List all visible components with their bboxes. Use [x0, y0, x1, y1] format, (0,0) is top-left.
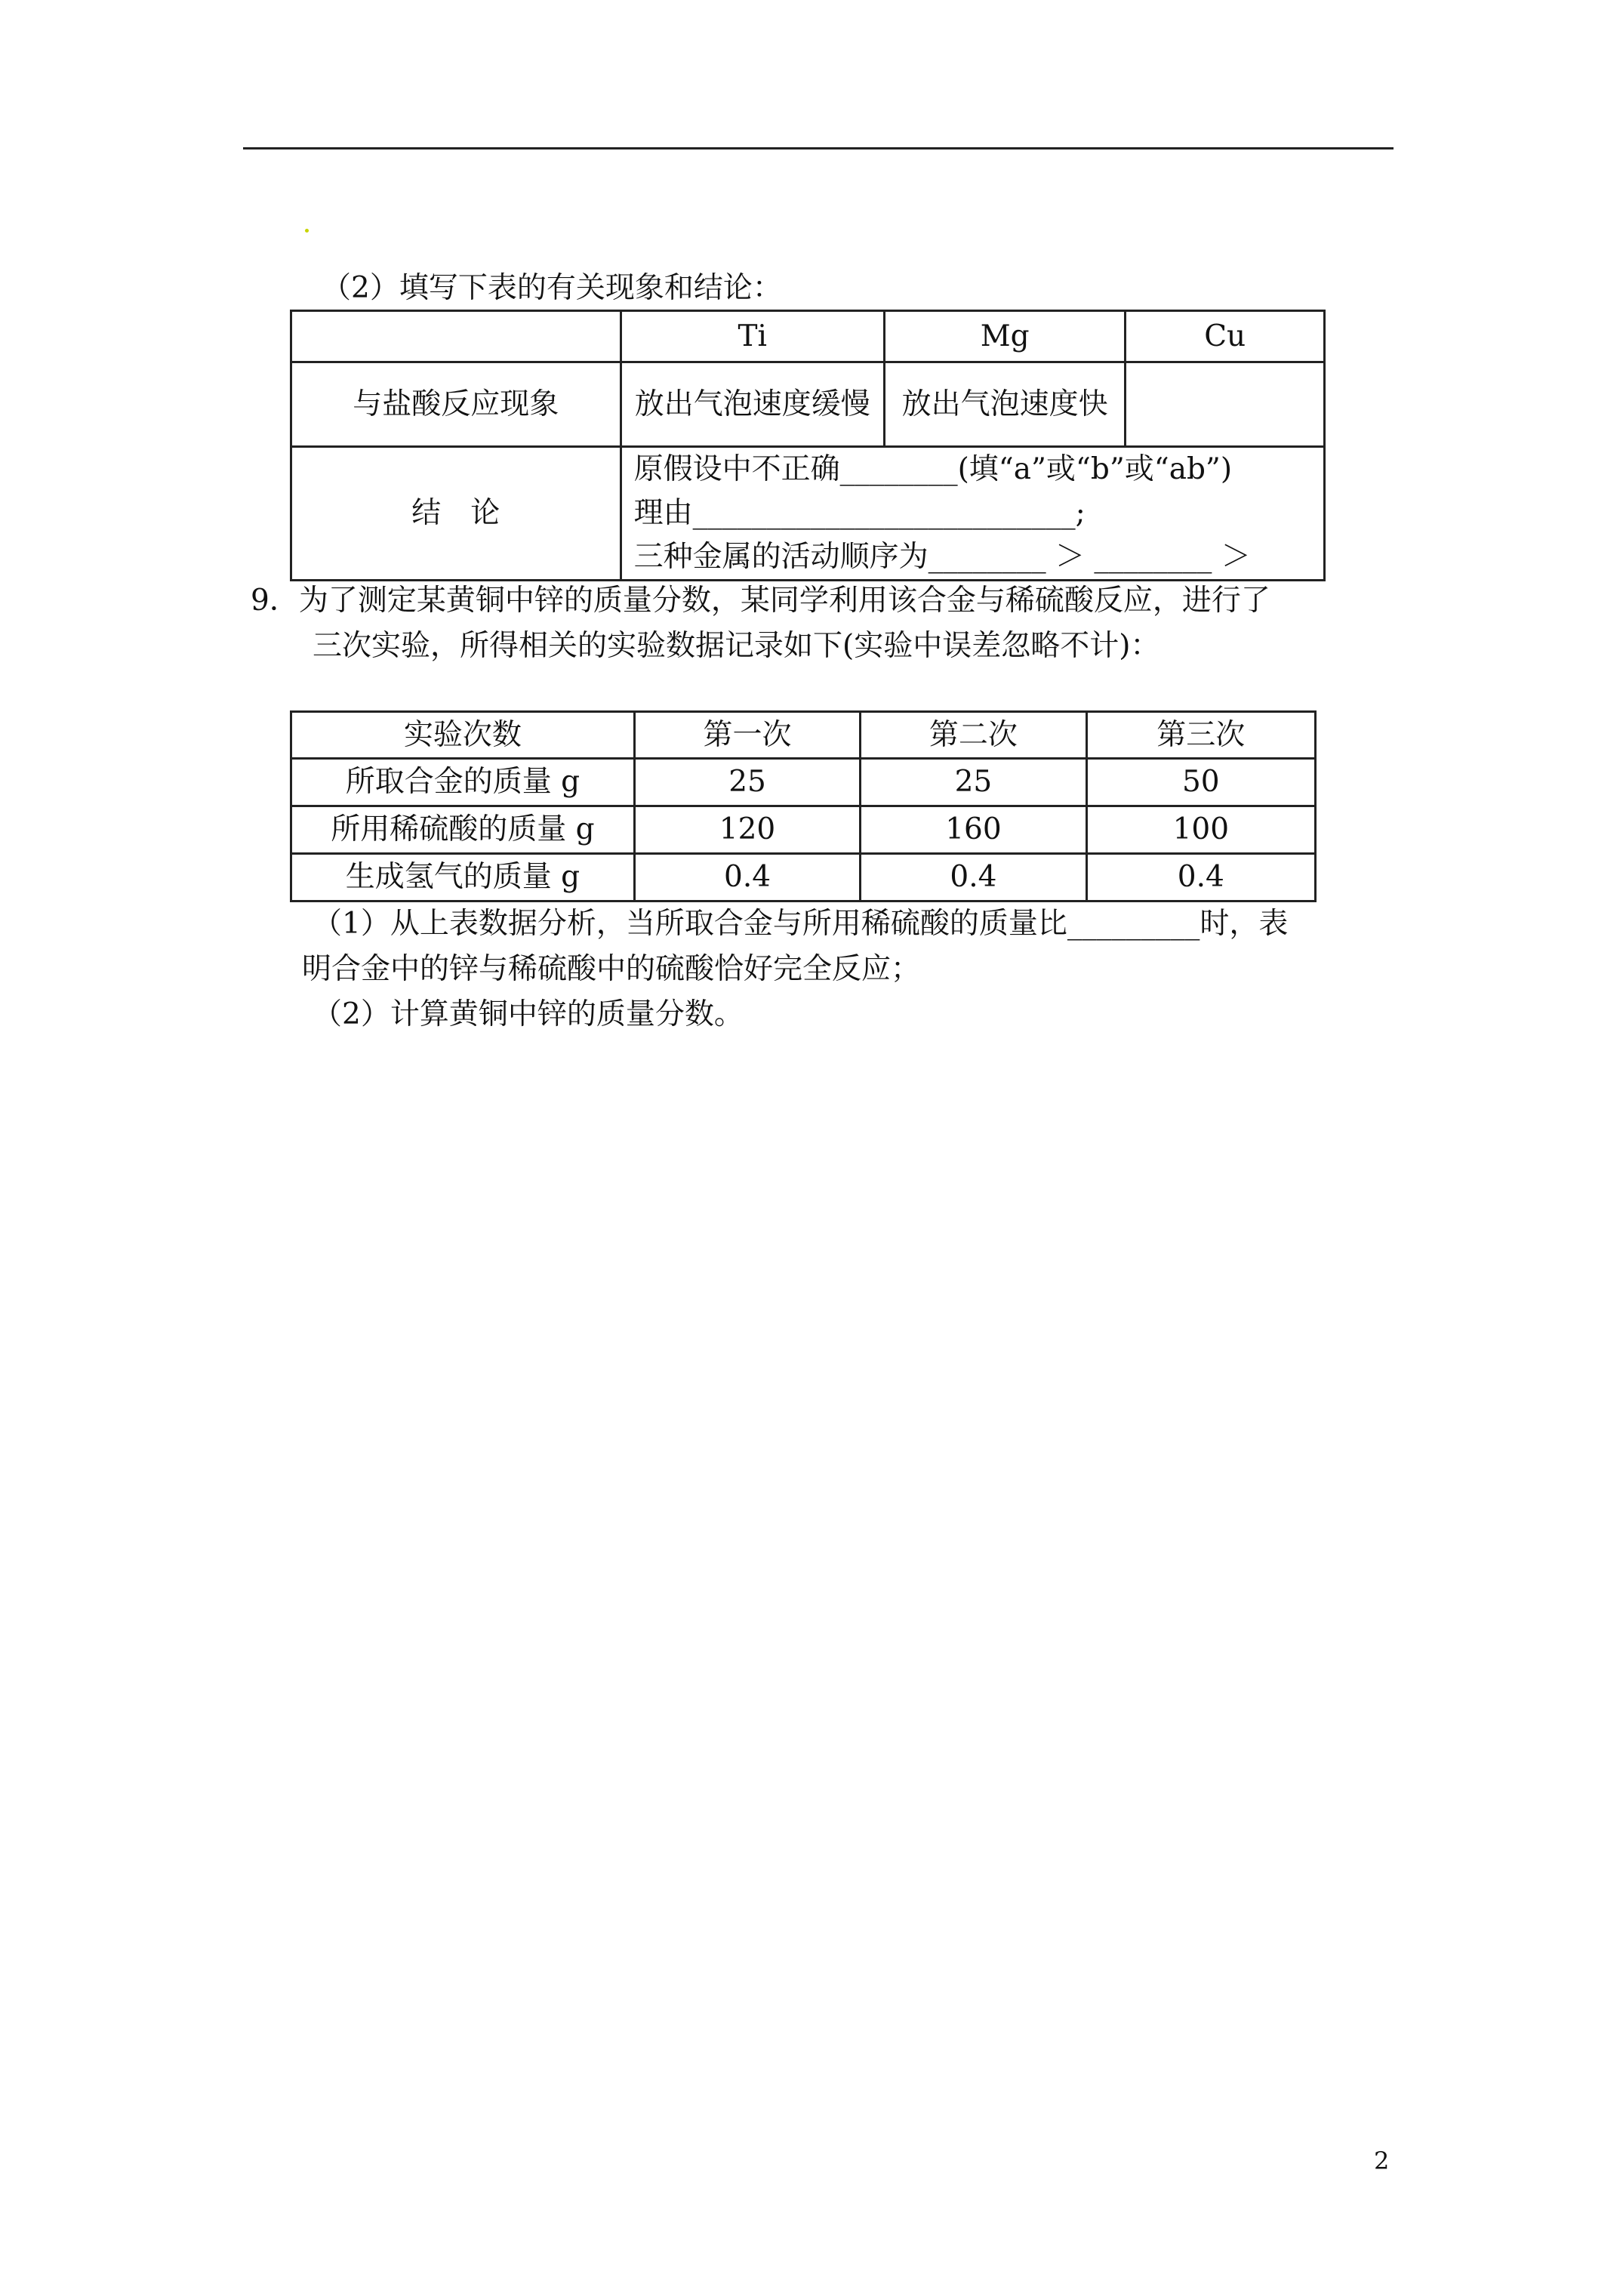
table-row	[291, 759, 1316, 806]
conclusion-line-2: 理由__________________________;	[633, 496, 1086, 530]
table-row	[291, 854, 1316, 901]
table-cell: 120	[634, 806, 860, 854]
table-cell: 所用稀硫酸的质量 g	[291, 806, 635, 854]
table2-header-third: 第三次	[1086, 712, 1315, 759]
conclusion-label: 结 论	[291, 447, 621, 581]
q9-sub2: （2）计算黄铜中锌的质量分数。	[313, 997, 744, 1031]
table2-header-second: 第二次	[861, 712, 1086, 759]
table-cell: 生成氢气的质量 g	[291, 854, 635, 901]
reaction-row-label: 与盐酸反应现象	[291, 362, 621, 447]
conclusion-cell	[621, 447, 1324, 581]
q9-sub1-line-1: （1）从上表数据分析，当所取合金与所用稀硫酸的质量比_________时，表	[313, 907, 1289, 941]
table1-header-mg: Mg	[884, 311, 1125, 362]
table-row	[291, 806, 1316, 854]
reaction-cu-cell	[1126, 362, 1325, 447]
table-cell: 50	[1086, 759, 1315, 806]
part2-heading: （2）填写下表的有关现象和结论：	[322, 271, 782, 305]
table1-header-empty	[291, 311, 621, 362]
conclusion-line-1: 原假设中不正确________(填“a”或“b”或“ab”)	[633, 452, 1233, 486]
experiment-data-table	[290, 710, 1317, 902]
table-cell: 160	[861, 806, 1086, 854]
table-row	[291, 311, 1325, 362]
table-row	[291, 362, 1325, 447]
conclusion-line-3: 三种金属的活动顺序为________ ＞ ________ ＞	[633, 540, 1251, 574]
table-cell: 25	[634, 759, 860, 806]
table1-header-ti: Ti	[621, 311, 884, 362]
reaction-mg-cell: 放出气泡速度快	[884, 362, 1125, 447]
table1-header-cu: Cu	[1126, 311, 1325, 362]
q9-line-1: 9．为了测定某黄铜中锌的质量分数，某同学利用该合金与稀硫酸反应，进行了	[251, 584, 1270, 618]
table2-header-first: 第一次	[634, 712, 860, 759]
table-cell: 0.4	[861, 854, 1086, 901]
metal-reaction-table	[290, 310, 1326, 581]
table-row	[291, 712, 1316, 759]
table-cell: 0.4	[1086, 854, 1315, 901]
table-cell: 25	[861, 759, 1086, 806]
table-cell: 所取合金的质量 g	[291, 759, 635, 806]
table2-header-trial: 实验次数	[291, 712, 635, 759]
page-number: 2	[1374, 2147, 1390, 2175]
decorative-dot	[305, 229, 309, 233]
table-row	[291, 447, 1325, 581]
header-rule	[243, 147, 1394, 149]
q9-sub1-line-2: 明合金中的锌与稀硫酸中的硫酸恰好完全反应；	[302, 952, 921, 986]
table-cell: 100	[1086, 806, 1315, 854]
reaction-ti-cell: 放出气泡速度缓慢	[621, 362, 884, 447]
table-cell: 0.4	[634, 854, 860, 901]
q9-line-2: 三次实验，所得相关的实验数据记录如下(实验中误差忽略不计)：	[313, 629, 1160, 663]
